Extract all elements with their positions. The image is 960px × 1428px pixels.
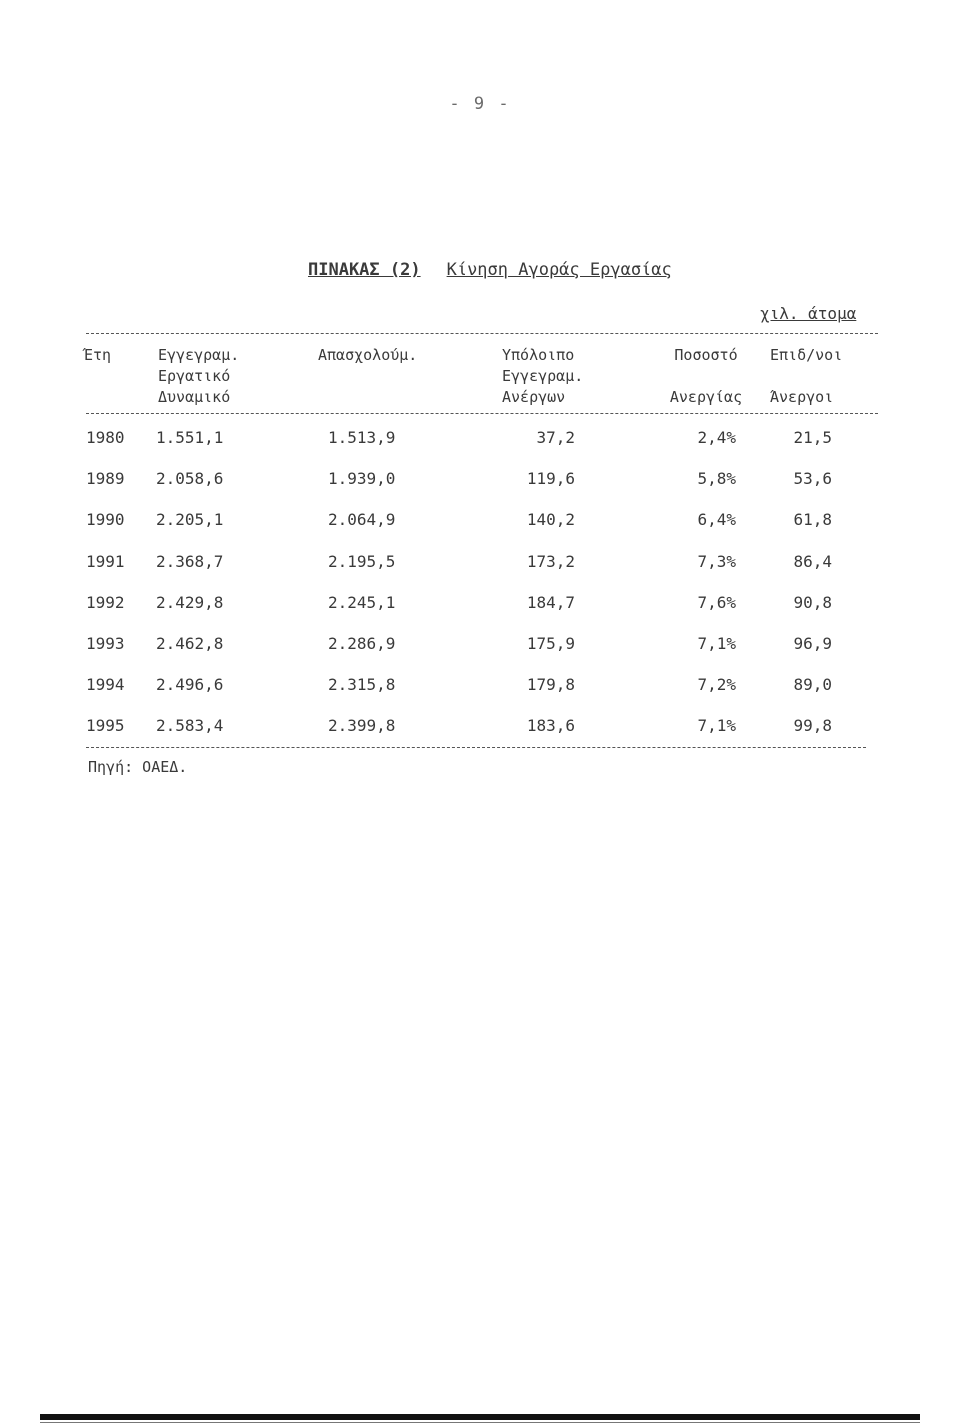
- cell-unemployment-rate: 2,4%: [697, 428, 736, 447]
- table-row: [0, 675, 960, 699]
- cell-unemployment-rate: 7,6%: [697, 592, 736, 612]
- cell-registered-workforce: 2.205,1: [156, 510, 224, 530]
- cell-registered-workforce: 2.429,8: [156, 592, 224, 612]
- cell-registered-unemployed: 173,2: [526, 551, 575, 571]
- cell-registered-workforce: 2.368,7: [156, 551, 224, 571]
- cell-subsidized-unemployed: 86,4: [793, 551, 832, 571]
- cell-registered-unemployed: 179,8: [526, 675, 575, 695]
- table-row: [0, 428, 960, 452]
- cell-employed: 2.245,1: [328, 592, 396, 612]
- header-divider: [86, 413, 878, 414]
- cell-year: 1990: [86, 510, 125, 530]
- cell-year: 1993: [86, 634, 125, 653]
- cell-employed: 2.195,5: [328, 551, 396, 571]
- table-title-text: Κίνηση Αγοράς Εργασίας: [446, 260, 672, 280]
- cell-year: 1994: [86, 675, 125, 695]
- table-title-label: ΠΙΝΑΚΑΣ (2): [308, 260, 421, 280]
- table-row: [0, 510, 960, 534]
- cell-unemployment-rate: 5,8%: [697, 469, 736, 489]
- cell-year: 1995: [86, 716, 125, 736]
- scan-edge-line-thin: [40, 1422, 920, 1423]
- cell-registered-workforce: 1.551,1: [156, 428, 224, 447]
- cell-year: 1992: [86, 592, 125, 612]
- cell-year: 1980: [86, 428, 125, 447]
- cell-registered-workforce: 2.462,8: [156, 634, 224, 653]
- unit-label: χιλ. άτομα: [760, 304, 857, 323]
- cell-subsidized-unemployed: 53,6: [793, 469, 832, 489]
- table-title: [308, 260, 672, 280]
- cell-employed: 1.939,0: [328, 469, 396, 489]
- cell-employed: 2.286,9: [328, 634, 396, 653]
- cell-year: 1989: [86, 469, 125, 489]
- cell-registered-unemployed: 184,7: [526, 592, 575, 612]
- cell-unemployment-rate: 7,3%: [697, 551, 736, 571]
- cell-subsidized-unemployed: 89,0: [793, 675, 832, 695]
- table-row: [0, 634, 960, 658]
- table-row: [0, 552, 960, 576]
- column-header-registered-unemployed: Υπόλοιπο Εγγεγραμ. Ανέργων: [502, 346, 584, 406]
- scan-edge-line: [40, 1414, 920, 1420]
- cell-unemployment-rate: 7,1%: [697, 634, 736, 653]
- cell-unemployment-rate: 6,4%: [697, 510, 736, 530]
- bottom-divider: [86, 747, 866, 748]
- column-header-registered-workforce: Εγγεγραμ. Εργατικό Δυναμικό: [158, 346, 240, 406]
- cell-registered-unemployed: 37,2: [536, 428, 575, 447]
- cell-registered-workforce: 2.058,6: [156, 469, 224, 489]
- cell-subsidized-unemployed: 96,9: [793, 634, 832, 653]
- cell-unemployment-rate: 7,1%: [697, 716, 736, 736]
- source-note: Πηγή: ΟΑΕΔ.: [88, 758, 188, 776]
- column-header-employed: Απασχολούμ.: [318, 346, 418, 364]
- cell-employed: 2.064,9: [328, 510, 396, 530]
- cell-subsidized-unemployed: 99,8: [793, 716, 832, 736]
- cell-registered-unemployed: 140,2: [526, 510, 575, 530]
- column-header-subsidized-unemployed: Επιδ/νοι Άνεργοι: [770, 346, 843, 406]
- cell-employed: 2.315,8: [328, 675, 396, 695]
- cell-registered-unemployed: 175,9: [526, 634, 575, 653]
- cell-subsidized-unemployed: 21,5: [793, 428, 832, 447]
- cell-unemployment-rate: 7,2%: [697, 675, 736, 695]
- cell-subsidized-unemployed: 90,8: [793, 592, 832, 612]
- cell-employed: 2.399,8: [328, 716, 396, 736]
- table-row: [0, 593, 960, 617]
- column-header-years: Έτη: [84, 346, 112, 364]
- top-divider: [86, 333, 878, 334]
- cell-employed: 1.513,9: [328, 428, 396, 447]
- cell-registered-workforce: 2.496,6: [156, 675, 224, 695]
- page-number: - 9 -: [449, 94, 511, 114]
- cell-year: 1991: [86, 551, 125, 571]
- column-header-unemployment-rate: Ποσοστό Ανεργίας: [669, 346, 743, 406]
- cell-registered-workforce: 2.583,4: [156, 716, 224, 736]
- table-row: [0, 469, 960, 493]
- cell-registered-unemployed: 119,6: [526, 469, 575, 489]
- cell-registered-unemployed: 183,6: [526, 716, 575, 736]
- cell-subsidized-unemployed: 61,8: [793, 510, 832, 530]
- table-row: [0, 716, 960, 740]
